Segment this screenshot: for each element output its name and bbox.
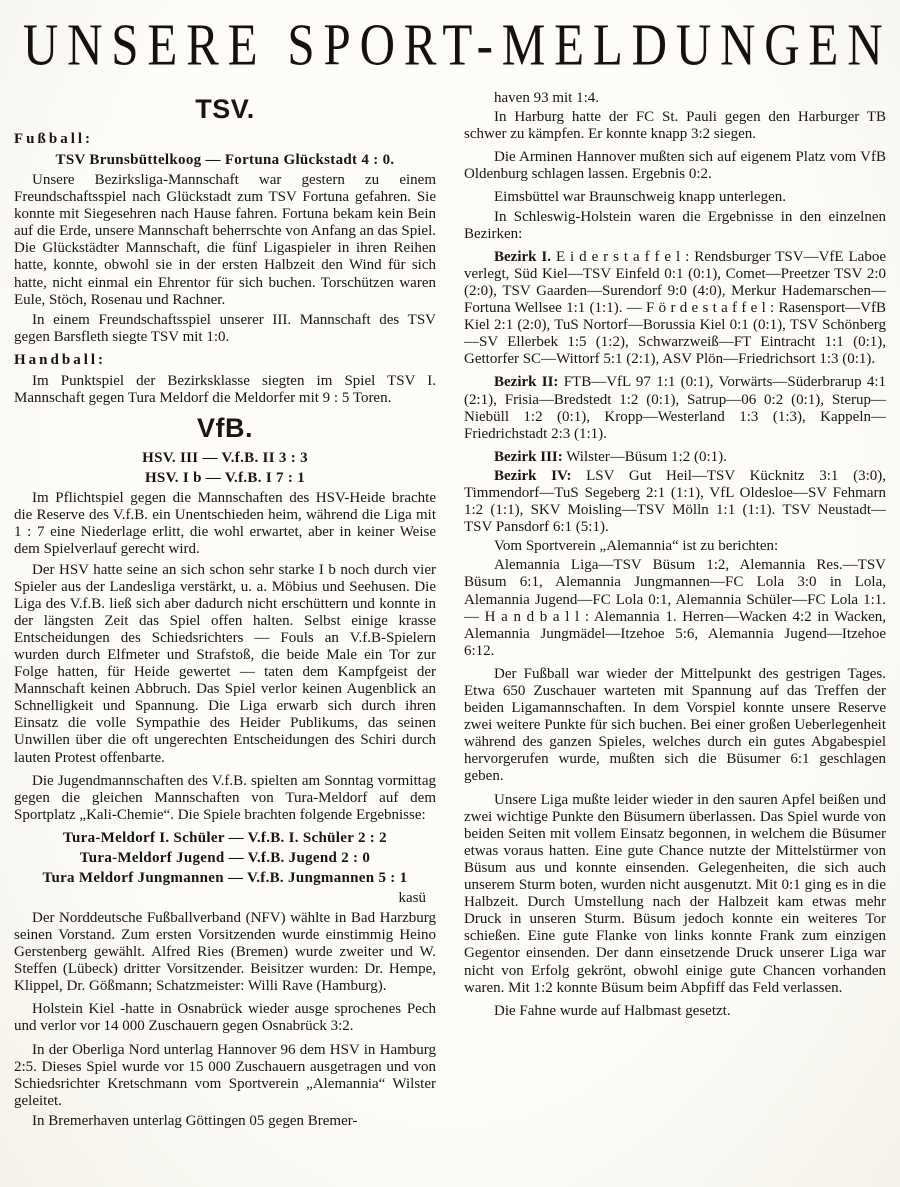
bezirk-4-label: Bezirk IV: (494, 467, 572, 484)
handball-label: Handball: (14, 351, 107, 368)
arminen-paragraph: Die Arminen Hannover mußten sich auf eigenem Platz vom VfB Oldenburg schlagen lassen. Ergebnis 0:2. (464, 149, 886, 183)
bezirk-3-paragraph (464, 449, 886, 466)
article-columns (14, 90, 886, 1133)
eimsbuettel-paragraph: Eimsbüttel war Braunschweig knapp unterlegen. (494, 189, 787, 206)
bremerhaven-paragraph: In Bremerhaven unterlag Göttingen 05 gegen Bremer- (32, 1112, 358, 1129)
bezirk-2-results: FTB—VfL 97 1:1 (0:1), Vorwärts—Süderbrarup 4:1 (2:1), Frisia—Bredstedt 1:2 (0:1), Satrup—06 0:2 (0:1), Sterup—Niebüll 1:2 (0:1), Kropp—Westerland 1:3 (1:3), Kappeln—Friedrichstadt 2:3 (1:1). (464, 374, 887, 442)
bezirk-4-paragraph (464, 468, 886, 536)
vfb-paragraph-1: Im Pflichtspiel gegen die Mannschaften des HSV-Heide brachte die Reserve des V.f.B. ein Unentschieden heim, während die Liga mit 1 : 7 eine Niederlage erlitt, die wohl erwartet, aber in keiner Weise dem Spielverlauf gerecht wird. (14, 490, 436, 558)
holstein-kiel-paragraph: Holstein Kiel -hatte in Osnabrück wieder ausge sprochenes Pech und verlor vor 14 000 Zuschauern gegen Osnabrück 3:2. (14, 1001, 436, 1035)
youth-result-1: Tura-Meldorf I. Schüler — V.f.B. I. Schüler 2 : 2 (63, 829, 387, 846)
nfv-paragraph: Der Norddeutsche Fußballverband (NFV) wählte in Bad Harzburg seinen Vorstand. Zum ersten Vorsitzenden wurde einstimmig Heino Gerstenberg gewählt. Alfred Ries (Bremen) wurde zweiter und W. Steffen (Lübeck) dritter Vorsitzender. Beisitzer wurden: Dr. Hempe, Klippel, Dr. Gößmann; Schatzmeister: Willi Rave (Hamburg). (14, 909, 436, 995)
bezirk-3-label: Bezirk III: (494, 448, 563, 465)
tsv-section-heading: TSV. (195, 94, 255, 124)
bezirk-4-results: LSV Gut Heil—TSV Kücknitz 3:1 (3:0), Timmendorf—TuS Segeberg 2:1 (1:1), VfL Oldesloe—SV Fehmarn 1:2 (1:1), SKV Moisling—TSV Mölln 1:1 (1:1). TSV Neustadt—TSV Pansdorf 6:1 (5:1). (464, 467, 886, 536)
author-byline: kasü (398, 889, 426, 906)
bezirk-1-results: E i d e r s t a f f e l : Rendsburger TSV—VfE Laboe verlegt, Süd Kiel—TSV Einfeld 0:1 (0:1), Comet—Preetzer TSV 2:0 (2:0), TSV Gaarden—Surendorf 9:0 (4:0), Merkur Hademarschen—Fortuna Wellsee 1:1 (1:1). — F ö r d e s t a f f e l : Rasensport—VfB Kiel 2:1 (2:0), TuS Nortorf—Borussia Kiel 0:1 (0:1), TSV Schönberg—SV Ellerbek 1:5 (1:2), Schwarzweiß—FT Eintracht 1:1 (0:1), Gettorfer SC—Wittorf 5:1 (2:1), ASV Plön—Friedrichsort 1:3 (0:1). (464, 248, 887, 368)
continuation-line: haven 93 mit 1:4. (494, 90, 599, 106)
masthead (14, 10, 892, 82)
youth-result-2: Tura-Meldorf Jugend — V.f.B. Jugend 2 : 0 (79, 849, 371, 866)
liga-report-paragraph: Unsere Liga mußte leider wieder in den sauren Apfel beißen und zwei wichtige Punkte den Büsumern überlassen. Das Spiel wurde von beiden Seiten mit vollem Einsatz begonnen, in welchem die Büsumer etwas voraus hatten. Eine gute Chance nutzte der Mittelstürmer von Büsum aus und konnte einsenden. Gelegenheiten, die sich auch unserem Sturm boten, wurden nicht ausgenutzt. Mit 0:1 ging es in die Halbzeit. Durch Umstellung nach der Halbzeit kam etwas mehr Druck in unseren Sturm. Büsum jedoch konnte ein weiteres Tor schießen. Eine gute Flanke von links konnte Frank zum einzigen Gegentor einsenden. Der dann einsetzende Druck unserer Liga war nicht von Erfolg gekrönt, obwohl einige gute Chancen vorhanden waren. Mit 1:2 konnte Büsum beim Abpfiff das Feld verlassen. (464, 791, 886, 996)
bezirk-1-label: Bezirk I. (494, 248, 552, 265)
youth-result-3: Tura Meldorf Jungmannen — V.f.B. Jungmannen 5 : 1 (42, 869, 408, 886)
vfb-paragraph-3: Die Jugendmannschaften des V.f.B. spielten am Sonntag vormittag gegen die gleichen Mannschaften von Tura-Meldorf auf dem Sportplatz „Kali-Chemie“. Die Spiele brachten folgende Ergebnisse: (14, 772, 436, 823)
halbmast-paragraph: Die Fahne wurde auf Halbmast gesetzt. (494, 1002, 731, 1019)
vfb-result-1: HSV. III — V.f.B. II 3 : 3 (142, 450, 308, 467)
schleswig-holstein-paragraph: In Schleswig-Holstein waren die Ergebnisse in den einzelnen Bezirken: (464, 208, 886, 242)
tsv-match-result: TSV Brunsbüttelkoog — Fortuna Glückstadt 4 : 0. (55, 152, 395, 168)
left-column (14, 90, 436, 1133)
page-title: UNSERE SPORT-MELDUNGEN (22, 11, 892, 78)
tsv-paragraph-3: Im Punktspiel der Bezirksklasse siegten im Spiel TSV I. Mannschaft gegen Tura Meldorf die Meldorfer mit 9 : 5 Toren. (14, 372, 436, 407)
vfb-section-heading: VfB. (197, 413, 253, 444)
vfb-paragraph-2: Der HSV hatte seine an sich schon sehr starke I b noch durch vier Spieler aus der Landesliga verstärkt, u. a. Möbius und Seehusen. Die Liga des V.f.B. ließ sich aber dadurch nicht erschüttern und konnte in der längsten Zeit das Spiel offen halten. Selbst einige krasse Entscheidungen des Schiedsrichters — Fouls an V.f.B-Spielern wurden durch Elfmeter und Strafstoß, die beide Male ein Tor zur Folge hatten, für Heide gewertet — taten dem Kampfgeist der Mannschaft keinen Abbruch. Das Spiel verlor keinen Augenblick an Schnelligkeit und Spannung. Die Liga erwarb sich durch ihren Einsatz die volle Sympathie des Heider Publikums, das seinen Unwillen über die oft ungerechten Entscheidungen des Schiri durch lauten Protest offenbarte. (14, 561, 436, 766)
fussball-report-paragraph: Der Fußball war wieder der Mittelpunkt des gestrigen Tages. Etwa 650 Zuschauer warteten mit Spannung auf das Treffen der beiden Ligamannschaften. In dem Vorspiel konnte unsere Reserve zwei weitere Punkte für sich buchen. Bei einer großen Ueberlegenheit während des ganzen Spieles, welches durch ein gutes Abgabespiel hervorgerufen wurde, mußten sich die Büsumer 6:1 geschlagen geben. (464, 665, 886, 785)
right-column (464, 90, 886, 1133)
tsv-paragraph-1: Unsere Bezirksliga-Mannschaft war gestern zu einem Freundschaftsspiel nach Glückstadt zum TSV Fortuna gefahren. Sie konnte mit Siegesehren nach Hause fahren. Fortuna bekam kein Bein auf die Erde, unsere Mannschaft beherrschte von Anfang an das Spiel. Die Glückstädter Mannschaft, die fünf Ligaspieler in ihren Reihen hatte, konnte, obwohl sie in der ersten Halbzeit den Wind für sich hatte, nicht einmal ein Ehrentor für sich buchen. Torschützen waren Eule, Stöch, Rosenau und Rachner. (14, 172, 436, 308)
bezirk-2-paragraph (464, 374, 886, 442)
oberliga-nord-paragraph: In der Oberliga Nord unterlag Hannover 96 dem HSV in Hamburg 2:5. Dieses Spiel wurde vor 15 000 Zuschauern ausgetragen und von Schiedsrichter Kretschmann vom Sportverein „Alemannia“ Wilster geleitet. (14, 1041, 436, 1109)
harburg-paragraph: In Harburg hatte der FC St. Pauli gegen den Harburger TB schwer zu kämpfen. Er konnte knapp 3:2 siegen. (464, 109, 886, 143)
tsv-paragraph-2: In einem Freundschaftsspiel unserer III. Mannschaft des TSV gegen Barsfleth siegte TSV mit 1:0. (14, 311, 436, 345)
vfb-result-2: HSV. I b — V.f.B. I 7 : 1 (144, 470, 306, 487)
bezirk-1-paragraph (464, 249, 886, 369)
bezirk-3-results: Wilster—Büsum 1:2 (0:1). (566, 448, 727, 465)
alemannia-intro-paragraph: Vom Sportverein „Alemannia“ ist zu berichten: (494, 538, 779, 555)
bezirk-2-label: Bezirk II: (494, 374, 559, 391)
fussball-label: Fußball: (14, 131, 94, 147)
alemannia-results-paragraph: Alemannia Liga—TSV Büsum 1:2, Alemannia Res.—TSV Büsum 6:1, Alemannia Jungmannen—FC Lola 3:0 in Lola, Alemannia Jugend—FC Lola 0:1, Alemannia Schüler—FC Lola 1:1. — H a n d b a l l : Alemannia 1. Herren—Wacken 4:2 in Wacken, Alemannia Jungmädel—Itzehoe 5:6, Alemannia Jugend—Itzehoe 6:12. (464, 557, 886, 659)
